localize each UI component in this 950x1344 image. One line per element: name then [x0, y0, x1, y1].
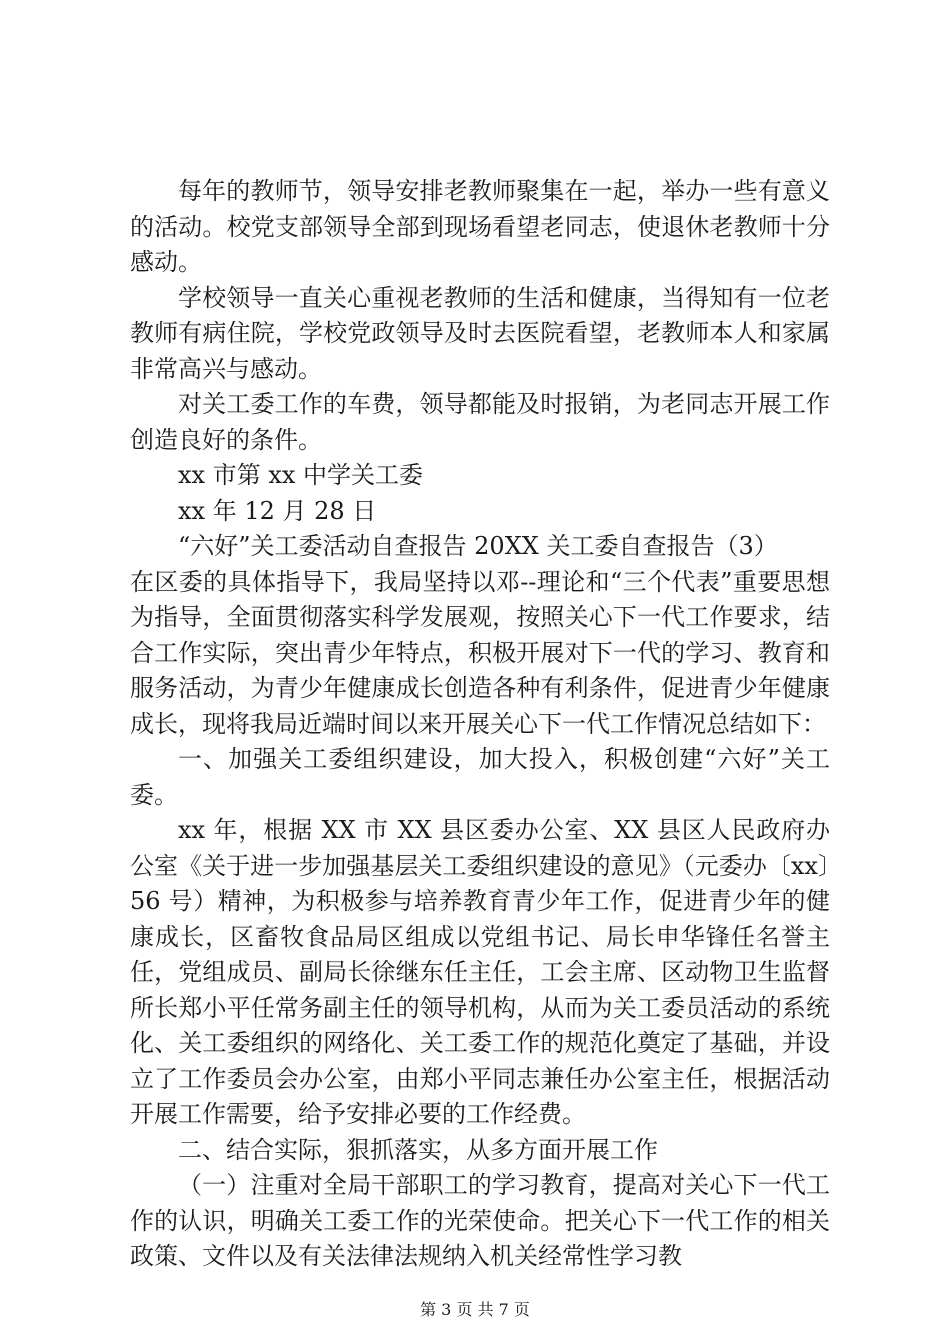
paragraph-organization: xx 年，根据 XX 市 XX 县区委办公室、XX 县区人民政府办公室《关于进一步加强基层关工委组织建设的意见》（元委办〔xx〕56 号）精神，为积极参与培养教育青少年工作，促进青少年的健康成长，区畜牧食品局区组成以党组书记、局长申华锋任名誉主任，党组成员、副局长徐继东任主任，工会主席、区动物卫生监督所长郑小平任常务副主任的领导机构，从而为关工委员活动的系统化、关工委组织的网络化、关工委工作的规范化奠定了基础，并设立了工作委员会办公室，由郑小平同志兼任办公室主任，根据活动开展工作需要，给予安排必要的工作经费。 — [130, 816, 830, 1128]
section-heading-1: 一、加强关工委组织建设，加大投入，积极创建“六好”关工委。 — [130, 745, 830, 809]
paragraph-hospital-visit: 学校领导一直关心重视老教师的生活和健康，当得知有一位老教师有病住院，学校党政领导及时去医院看望，老教师本人和家属非常高兴与感动。 — [130, 283, 830, 383]
section-heading-2: 二、结合实际，狠抓落实，从多方面开展工作 — [178, 1135, 658, 1164]
paragraph-travel-expenses: 对关工委工作的车费，领导都能及时报销，为老同志开展工作创造良好的条件。 — [130, 390, 830, 454]
document-body — [130, 174, 830, 1275]
signature-organization: xx 市第 xx 中学关工委 — [178, 461, 424, 489]
report-title: “六好”关工委活动自查报告 20XX 关工委自查报告（3） — [178, 532, 778, 560]
paragraph-teachers-day: 每年的教师节，领导安排老教师聚集在一起，举办一些有意义的活动。校党支部领导全部到现场看望老同志，使退休老教师十分感动。 — [130, 177, 830, 276]
page-number-footer: 第 3 页 共 7 页 — [420, 1300, 530, 1319]
signature-date: xx 年 12 月 28 日 — [178, 496, 377, 525]
paragraph-study-education: （一）注重对全局干部职工的学习教育，提高对关心下一代工作的认识，明确关工委工作的光荣使命。把关心下一代工作的相关政策、文件以及有关法律法规纳入机关经常性学习教 — [130, 1171, 830, 1270]
paragraph-intro: 在区委的具体指导下，我局坚持以邓--理论和“三个代表”重要思想为指导，全面贯彻落实科学发展观，按照关心下一代工作要求，结合工作实际，突出青少年特点，积极开展对下一代的学习、教育和服务活动，为青少年健康成长创造各种有利条件，促进青少年健康成长，现将我局近端时间以来开展关心下一代工作情况总结如下： — [130, 567, 830, 738]
